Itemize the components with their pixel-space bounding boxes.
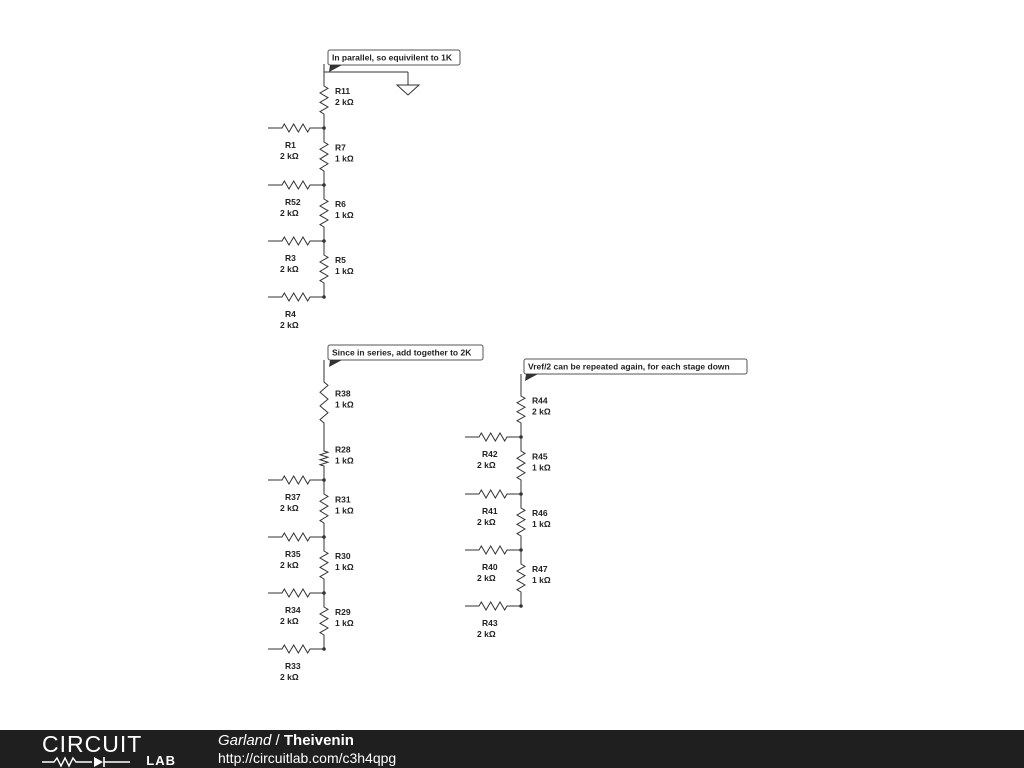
resistor-value: 2 kΩ xyxy=(532,406,551,417)
resistor-r33[interactable] xyxy=(268,645,324,653)
resistor-name: R37 xyxy=(285,492,301,502)
resistor-value: 1 kΩ xyxy=(335,562,354,572)
resistor-r52[interactable] xyxy=(268,181,324,189)
resistor-name: R40 xyxy=(482,562,498,572)
resistor-r40[interactable] xyxy=(465,546,521,554)
resistor-name: R31 xyxy=(335,494,351,505)
resistor-name: R4 xyxy=(285,309,296,319)
resistor-value: 2 kΩ xyxy=(477,460,496,470)
note-text: Since in series, add together to 2K xyxy=(332,347,472,358)
note-text: In parallel, so equivilent to 1K xyxy=(332,52,452,63)
resistor-r6[interactable] xyxy=(320,187,328,239)
resistor-name: R42 xyxy=(482,449,498,459)
footer-bar xyxy=(0,730,1024,768)
resistor-name: R34 xyxy=(285,605,301,615)
title-separator: / xyxy=(271,732,284,749)
resistor-name: R45 xyxy=(532,451,548,462)
resistor-r30[interactable] xyxy=(320,539,328,591)
resistor-value: 2 kΩ xyxy=(280,264,299,274)
resistor-r37[interactable] xyxy=(268,476,324,484)
resistor-name: R3 xyxy=(285,253,296,263)
resistor-r44[interactable] xyxy=(517,384,525,435)
resistor-value: 1 kΩ xyxy=(335,505,354,516)
labels xyxy=(280,50,747,682)
resistor-value: 2 kΩ xyxy=(280,503,299,513)
annotation-note[interactable] xyxy=(328,345,483,367)
resistor-name: R43 xyxy=(482,618,498,628)
project-name[interactable]: Theivenin xyxy=(283,732,354,749)
resistor-name: R28 xyxy=(335,444,351,455)
logo-wordmark-bottom: LAB xyxy=(146,753,176,768)
resistor-r1[interactable] xyxy=(268,124,324,132)
resistor-r31[interactable] xyxy=(320,482,328,535)
resistor-r43[interactable] xyxy=(465,602,521,610)
resistor-r34[interactable] xyxy=(268,589,324,597)
resistor-name: R11 xyxy=(335,86,351,96)
resistor-value: 2 kΩ xyxy=(280,616,299,626)
resistor-r29[interactable] xyxy=(320,595,328,647)
resistor-value: 2 kΩ xyxy=(280,560,299,570)
resistor-name: R1 xyxy=(285,140,296,150)
resistor-name: R29 xyxy=(335,607,351,617)
resistor-value: 2 kΩ xyxy=(280,320,299,330)
resistor-value: 2 kΩ xyxy=(280,151,299,161)
resistor-r47[interactable] xyxy=(517,552,525,604)
resistor-value: 1 kΩ xyxy=(532,519,551,529)
resistor-value: 2 kΩ xyxy=(280,208,299,218)
resistor-value: 2 kΩ xyxy=(335,97,354,107)
resistor-r42[interactable] xyxy=(465,433,521,441)
resistor-r35[interactable] xyxy=(268,533,324,541)
resistor-name: R38 xyxy=(335,388,351,399)
resistor-r28[interactable] xyxy=(320,439,328,478)
resistor-value: 1 kΩ xyxy=(335,455,354,466)
resistor-value: 1 kΩ xyxy=(532,462,551,473)
resistor-name: R52 xyxy=(285,197,301,207)
resistor-r11[interactable] xyxy=(320,74,328,126)
resistor-r7[interactable] xyxy=(320,130,328,183)
annotation-note[interactable] xyxy=(328,50,460,72)
resistor-name: R44 xyxy=(532,395,548,406)
resistor-value: 2 kΩ xyxy=(477,517,496,527)
resistor-r5[interactable] xyxy=(320,243,328,295)
resistor-r45[interactable] xyxy=(517,439,525,492)
resistor-name: R5 xyxy=(335,255,346,265)
resistor-name: R33 xyxy=(285,661,301,671)
resistor-value: 1 kΩ xyxy=(335,210,354,220)
note-pointer xyxy=(329,360,342,367)
author-link[interactable]: Garland xyxy=(218,732,272,749)
resistor-value: 1 kΩ xyxy=(335,399,354,410)
note-pointer xyxy=(329,65,342,72)
resistor-r3[interactable] xyxy=(268,237,324,245)
resistor-value: 1 kΩ xyxy=(532,575,551,585)
resistor-r4[interactable] xyxy=(268,293,324,301)
resistor-r38[interactable] xyxy=(320,370,328,435)
logo-waveform-icon xyxy=(42,756,132,768)
resistor-value: 2 kΩ xyxy=(477,573,496,583)
circuitlab-logo[interactable] xyxy=(42,732,182,768)
resistor-name: R46 xyxy=(532,508,548,518)
ground-icon xyxy=(397,85,419,95)
resistor-value: 2 kΩ xyxy=(280,672,299,682)
note-pointer xyxy=(525,374,538,381)
resistor-name: R6 xyxy=(335,199,346,209)
resistor-r46[interactable] xyxy=(517,496,525,548)
resistor-name: R47 xyxy=(532,564,548,574)
resistor-name: R41 xyxy=(482,506,498,516)
resistor-value: 1 kΩ xyxy=(335,618,354,628)
circuit-url-link[interactable]: http://circuitlab.com/c3h4qpg xyxy=(218,750,397,766)
annotation-note[interactable] xyxy=(524,359,747,381)
resistor-value: 2 kΩ xyxy=(477,629,496,639)
resistor-value: 1 kΩ xyxy=(335,153,354,164)
resistor-name: R7 xyxy=(335,142,346,153)
resistor-r41[interactable] xyxy=(465,490,521,498)
resistor-name: R30 xyxy=(335,551,351,561)
circuit-title xyxy=(218,732,354,749)
resistor-value: 1 kΩ xyxy=(335,266,354,276)
resistor-name: R35 xyxy=(285,549,301,559)
logo-wordmark-top: CIRCUIT xyxy=(42,731,143,757)
note-text: Vref/2 can be repeated again, for each stage down xyxy=(528,361,730,372)
